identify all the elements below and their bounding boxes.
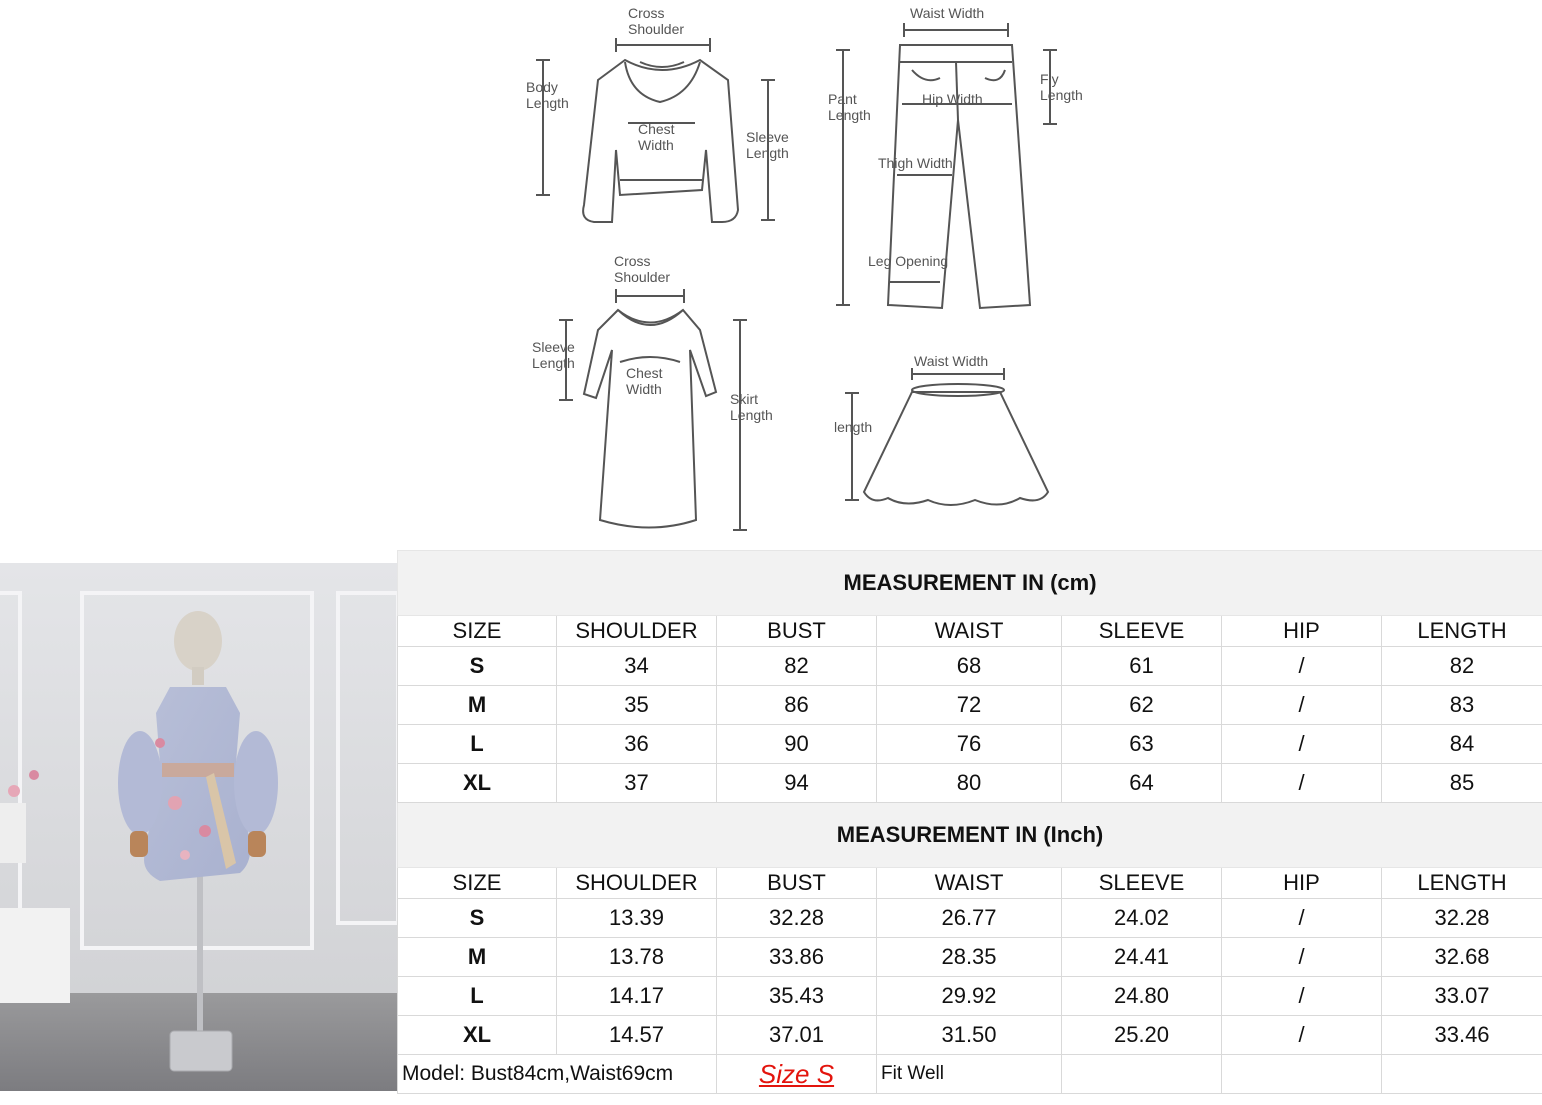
cell: 32.68 <box>1382 938 1542 977</box>
col-size: SIZE <box>398 868 557 899</box>
fit-note: Fit Well <box>877 1055 1062 1094</box>
label-body-length-1: Body <box>526 79 558 95</box>
cell: 83 <box>1382 686 1542 725</box>
col-shoulder: SHOULDER <box>557 616 717 647</box>
empty-cell <box>1222 1055 1382 1094</box>
cell: 76 <box>877 725 1062 764</box>
cell: / <box>1222 899 1382 938</box>
cell: XL <box>398 764 557 803</box>
label-sleeve-length-1: Sleeve <box>746 129 789 145</box>
label-dress-cross-shoulder-1: Cross <box>614 253 651 269</box>
col-length: LENGTH <box>1382 616 1542 647</box>
cell: / <box>1222 725 1382 764</box>
label-leg-opening: Leg Opening <box>868 253 949 269</box>
diagram-svg <box>0 0 1542 550</box>
cell: 13.78 <box>557 938 717 977</box>
cell: 24.80 <box>1062 977 1222 1016</box>
cm-title-row <box>398 551 1542 616</box>
cell: 14.17 <box>557 977 717 1016</box>
product-photo <box>0 563 397 1091</box>
cell: 62 <box>1062 686 1222 725</box>
cell: 85 <box>1382 764 1542 803</box>
cell: / <box>1222 1016 1382 1055</box>
model-note-row <box>398 1055 1542 1094</box>
cell: 25.20 <box>1062 1016 1222 1055</box>
col-hip: HIP <box>1222 868 1382 899</box>
model-size: Size S <box>717 1055 877 1094</box>
cell: 82 <box>717 647 877 686</box>
cell: 32.28 <box>717 899 877 938</box>
table-row <box>398 764 1542 803</box>
inch-title: MEASUREMENT IN (Inch) <box>398 803 1542 868</box>
label-fly-length-2: Length <box>1040 87 1083 103</box>
cell: 13.39 <box>557 899 717 938</box>
cell: M <box>398 686 557 725</box>
measurement-diagrams <box>0 0 1542 550</box>
label-dress-sleeve-length-2: Length <box>532 355 575 371</box>
col-size: SIZE <box>398 616 557 647</box>
dress-diagram <box>559 289 747 530</box>
cell: 72 <box>877 686 1062 725</box>
model-measurements: Model: Bust84cm,Waist69cm <box>398 1055 717 1094</box>
cell: 86 <box>717 686 877 725</box>
cell: 31.50 <box>877 1016 1062 1055</box>
col-sleeve: SLEEVE <box>1062 868 1222 899</box>
cell: 37 <box>557 764 717 803</box>
cell: 82 <box>1382 647 1542 686</box>
label-dress-sleeve-length-1: Sleeve <box>532 339 575 355</box>
label-skirt-length-1: Skirt <box>730 391 758 407</box>
cell: 94 <box>717 764 877 803</box>
cell: 64 <box>1062 764 1222 803</box>
label-fly-length-1: Fly <box>1040 71 1059 87</box>
cell: 90 <box>717 725 877 764</box>
cell: 36 <box>557 725 717 764</box>
label-dress-cross-shoulder-2: Shoulder <box>614 269 671 285</box>
cell: 37.01 <box>717 1016 877 1055</box>
cell: 26.77 <box>877 899 1062 938</box>
empty-cell <box>1382 1055 1542 1094</box>
label-skirt-length: length <box>834 419 873 435</box>
cell: 34 <box>557 647 717 686</box>
cell: 63 <box>1062 725 1222 764</box>
cell: / <box>1222 647 1382 686</box>
table-row <box>398 725 1542 764</box>
label-pants-waist-width: Waist Width <box>910 5 985 21</box>
col-bust: BUST <box>717 616 877 647</box>
label-thigh-width: Thigh Width <box>878 155 953 171</box>
table-row <box>398 977 1542 1016</box>
label-hip-width: Hip Width <box>922 91 983 107</box>
label-sleeve-length-2: Length <box>746 145 789 161</box>
skirt-diagram <box>845 368 1048 505</box>
cell: 80 <box>877 764 1062 803</box>
size-chart-table <box>397 550 1542 1105</box>
cell: 24.41 <box>1062 938 1222 977</box>
col-waist: WAIST <box>877 616 1062 647</box>
col-sleeve: SLEEVE <box>1062 616 1222 647</box>
cell: S <box>398 647 557 686</box>
cell: 35.43 <box>717 977 877 1016</box>
cell: 32.28 <box>1382 899 1542 938</box>
cell: XL <box>398 1016 557 1055</box>
col-shoulder: SHOULDER <box>557 868 717 899</box>
cell: 29.92 <box>877 977 1062 1016</box>
cell: S <box>398 899 557 938</box>
cell: / <box>1222 977 1382 1016</box>
cell: 33.46 <box>1382 1016 1542 1055</box>
col-length: LENGTH <box>1382 868 1542 899</box>
table-row <box>398 686 1542 725</box>
cell: 28.35 <box>877 938 1062 977</box>
table-row <box>398 938 1542 977</box>
label-dress-chest-width-2: Width <box>626 381 662 397</box>
cell: / <box>1222 686 1382 725</box>
table-row <box>398 899 1542 938</box>
cell: L <box>398 725 557 764</box>
label-chest-width-1: Chest <box>638 121 675 137</box>
label-dress-chest-width-1: Chest <box>626 365 663 381</box>
empty-cell <box>1062 1055 1222 1094</box>
col-waist: WAIST <box>877 868 1062 899</box>
label-chest-width-2: Width <box>638 137 674 153</box>
label-body-length-2: Length <box>526 95 569 111</box>
cell: 35 <box>557 686 717 725</box>
table-row <box>398 1016 1542 1055</box>
inch-title-row <box>398 803 1542 868</box>
label-pant-length-2: Length <box>828 107 871 123</box>
cm-title: MEASUREMENT IN (cm) <box>398 551 1542 616</box>
cm-header-row <box>398 616 1542 647</box>
cell: L <box>398 977 557 1016</box>
cell: 33.86 <box>717 938 877 977</box>
cell: / <box>1222 764 1382 803</box>
label-pant-length-1: Pant <box>828 91 857 107</box>
label-skirt-waist-width: Waist Width <box>914 353 989 369</box>
cell: 24.02 <box>1062 899 1222 938</box>
label-cross-shoulder-1: Cross <box>628 5 665 21</box>
label-skirt-length-2: Length <box>730 407 773 423</box>
inch-header-row <box>398 868 1542 899</box>
cell: / <box>1222 938 1382 977</box>
cell: 68 <box>877 647 1062 686</box>
cell: 14.57 <box>557 1016 717 1055</box>
col-hip: HIP <box>1222 616 1382 647</box>
cell: 33.07 <box>1382 977 1542 1016</box>
label-cross-shoulder-2: Shoulder <box>628 21 685 37</box>
cell: 84 <box>1382 725 1542 764</box>
cell: 61 <box>1062 647 1222 686</box>
cell: M <box>398 938 557 977</box>
col-bust: BUST <box>717 868 877 899</box>
table-row <box>398 647 1542 686</box>
